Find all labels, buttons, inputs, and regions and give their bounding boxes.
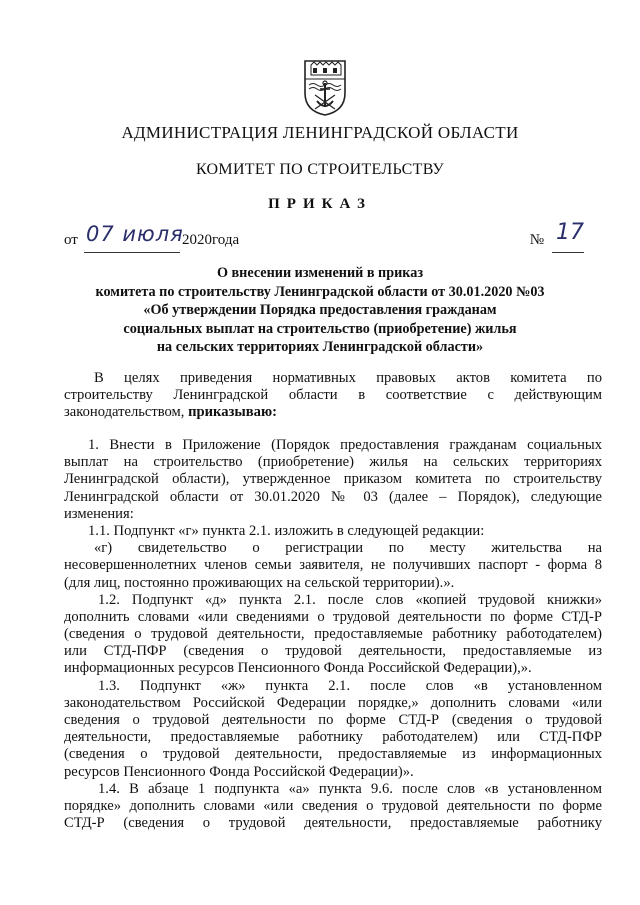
text-line	[64, 404, 602, 421]
text-line: законодательством Российской Федерации порядке,» дополнить словами «или	[64, 694, 602, 711]
title-line: О внесении изменений в приказ	[216, 265, 424, 281]
text-line: деятельности, предоставляемые работнику работодателем) или СТД-ПФР	[64, 729, 602, 746]
text-line: (сведения о трудовой деятельности, предоставляемые работнику работодателем)	[64, 626, 602, 643]
text-line: 1.2. Подпункт «д» пункта 2.1. после слов «копией трудовой книжки»	[98, 591, 602, 608]
date-number-line	[64, 220, 584, 254]
text-line: «г) свидетельство о регистрации по месту жительства на	[94, 540, 602, 557]
title-line: на сельских территориях Ленинградской области»	[156, 339, 484, 356]
text-line: 1.3. Подпункт «ж» пункта 2.1. после слов «в установленном	[98, 677, 602, 694]
title-line: комитета по строительству Ленинградской области от 30.01.2020 №03	[95, 283, 545, 300]
title-line: «Об утверждении Порядка предоставления гражданам	[143, 302, 497, 319]
handwritten-date: 07 июля	[86, 222, 184, 246]
number-prefix: №	[529, 232, 544, 248]
text-line: Ленинградской области), утвержденное приказом комитета по строительству	[64, 471, 602, 488]
coat-of-arms-emblem	[303, 59, 347, 117]
text-line: выплат на строительство (приобретение) жилья на сельских территориях	[64, 454, 602, 471]
text-run: законодательством,	[64, 404, 189, 421]
text-line: В целях приведения нормативных правовых актов комитета по	[94, 370, 602, 386]
title-line: социальных выплат на строительство (приобретение) жилья	[123, 320, 517, 337]
text-line: или СТД-ПФР (сведения о трудовой деятельности, предоставляемые из	[64, 643, 602, 660]
text-line: Ленинградской области от 30.01.2020 № 03 (далее – Порядок), следующие	[64, 488, 602, 505]
text-line: (для лиц, постоянно проживающих на сельской территории).».	[64, 574, 455, 591]
text-line: несовершеннолетних членов семьи заявителя, не получивших паспорт - форма 8	[64, 557, 602, 574]
order-body	[64, 437, 602, 832]
text-line: 1.1. Подпункт «г» пункта 2.1. изложить в следующей редакции:	[88, 522, 485, 539]
organization-name: АДМИНИСТРАЦИЯ ЛЕНИНГРАДСКОЙ ОБЛАСТИ	[121, 123, 519, 142]
document-title	[40, 264, 600, 357]
preamble-paragraph	[64, 370, 602, 422]
date-year: 2020года	[182, 232, 240, 248]
order-word: приказываю:	[188, 404, 277, 421]
text-line: порядке» дополнить словами «или сведения о трудовой деятельности по форме	[64, 797, 602, 814]
text-line: ресурсов Пенсионного Фонда Российской Федерации)».	[64, 763, 414, 780]
number-underline	[552, 252, 584, 253]
text-line: (сведения о трудовой деятельности, предоставляемые из информационных	[64, 746, 602, 763]
text-line: СТД-Р (сведения о трудовой деятельности, предоставляемые работнику	[64, 815, 602, 832]
text-line: изменения:	[64, 505, 134, 522]
text-line: информационных ресурсов Пенсионного Фонда Российской Федерации),».	[64, 660, 532, 677]
date-prefix: от	[64, 232, 78, 248]
document-type: ПРИКАЗ	[268, 196, 372, 212]
date-underline	[84, 252, 180, 253]
committee-name: КОМИТЕТ ПО СТРОИТЕЛЬСТВУ	[195, 161, 444, 178]
text-line: 1. Внести в Приложение (Порядок предоставления гражданам социальных	[88, 437, 602, 453]
text-line: сведения о трудовой деятельности по форме СТД-Р (сведения о трудовой	[64, 712, 602, 728]
text-line: строительству Ленинградской области в соответствие с действующим	[64, 387, 602, 404]
text-line: дополнить словами «или сведениями о трудовой деятельности по форме СТД-Р	[64, 608, 602, 625]
text-line: 1.4. В абзаце 1 подпункта «а» пункта 9.6. после слов «в установленном	[98, 780, 602, 797]
handwritten-number: 17	[556, 220, 584, 245]
